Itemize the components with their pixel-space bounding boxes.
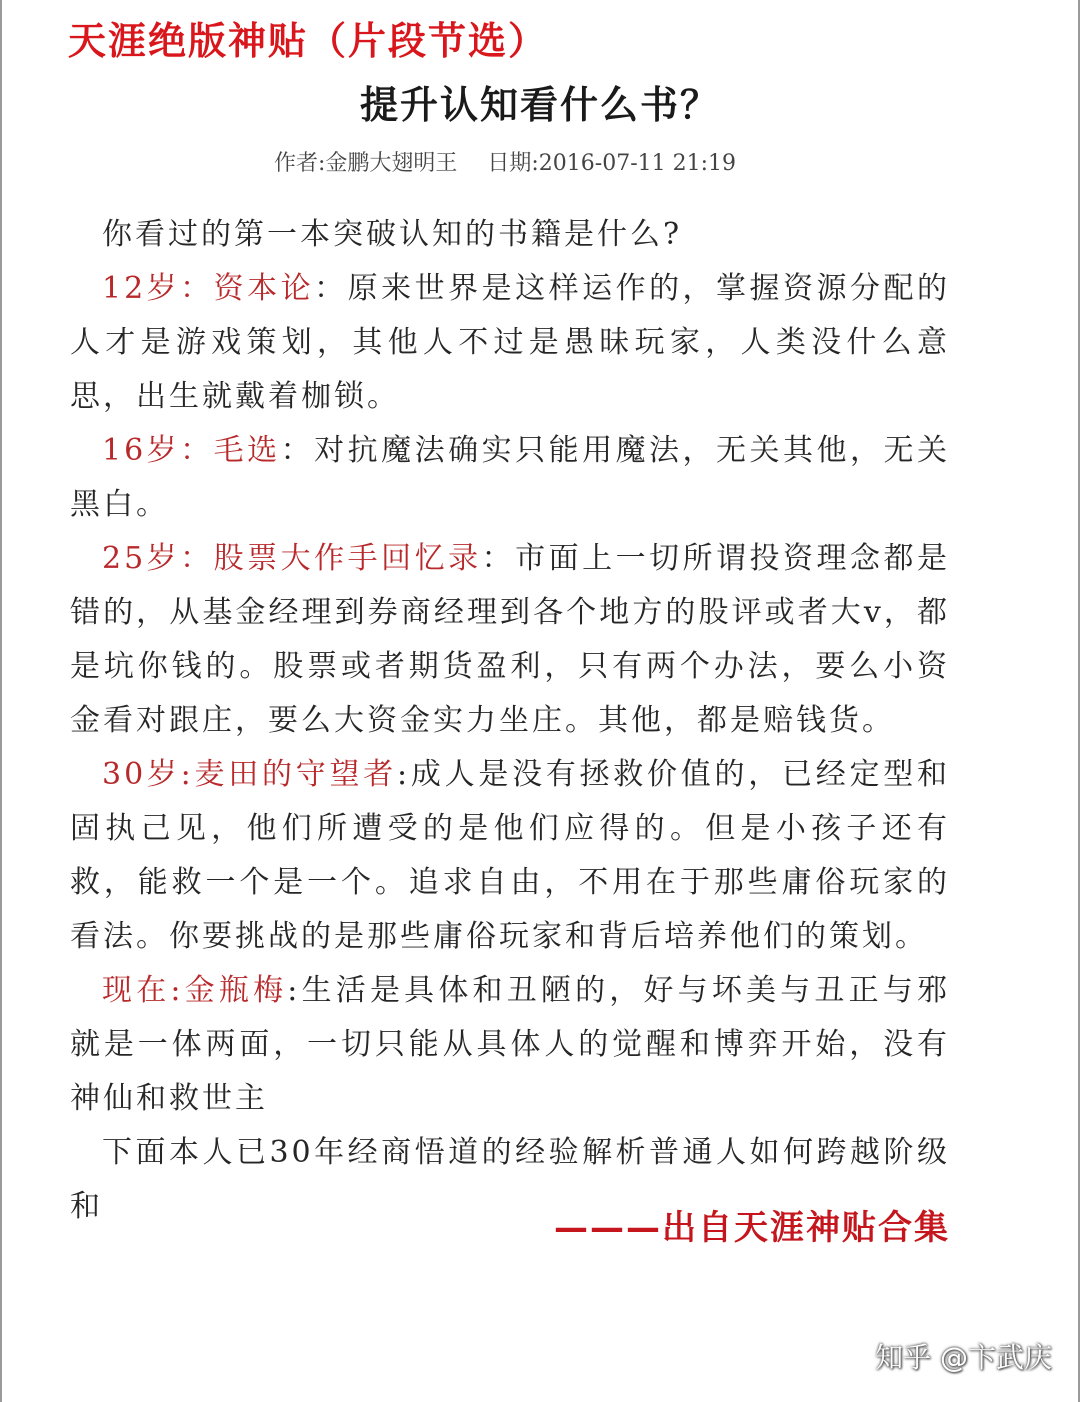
entry-text: 对抗魔法确实只能用魔法，无关其他，无关黑白。 <box>70 433 950 522</box>
entry-separator: : <box>287 973 301 1008</box>
entry-text: 原来世界是这样运作的，掌握资源分配的人才是游戏策划，其他人不过是愚昧玩家，人类没什么意思，出生就戴着枷锁。 <box>70 271 951 414</box>
zhihu-watermark: 知乎 @卞武庆 <box>875 1341 1052 1374</box>
entry-paragraph <box>70 748 950 964</box>
entry-text: 市面上一切所谓投资理念都是错的，从基金经理到券商经理到各个地方的股评或者大v，都是坑你钱的。股票或者期货盈利，只有两个办法，要么小资金看对跟庄，要么大资金实力坐庄。其他，都是赔钱货。 <box>70 541 950 738</box>
entry-label: 12岁：资本论 <box>102 271 315 306</box>
entry-text: 成人是没有拯救价值的，已经定型和固执己见，他们所遭受的是他们应得的。但是小孩子还有救，能救一个是一个。追求自由，不用在于那些庸俗玩家的看法。你要挑战的是那些庸俗玩家和背后培养他们的策划。 <box>70 757 951 954</box>
page-title: 提升认知看什么书？ <box>359 83 720 127</box>
entry-text: 生活是具体和丑陋的，好与坏美与丑正与邪就是一体两面，一切只能从具体人的觉醒和博弈开始，没有神仙和救世主 <box>70 973 951 1116</box>
entry-separator: ： <box>314 271 348 306</box>
entry-paragraph <box>70 424 950 532</box>
left-border <box>0 0 2 1402</box>
entry-label: 16岁：毛选 <box>102 433 281 468</box>
entry-separator: ： <box>280 433 315 468</box>
entry-paragraph <box>70 964 950 1126</box>
author-info: 作者:金鹏大翅明王 <box>273 151 458 176</box>
entry-paragraph <box>70 532 950 748</box>
entry-separator: : <box>396 757 411 792</box>
banner-title: 天涯绝版神贴（片段节选） <box>68 19 549 63</box>
entry-separator: ： <box>481 541 516 576</box>
entry-label: 30岁:麦田的守望者 <box>102 757 397 792</box>
post-meta <box>0 146 1010 177</box>
entry-label: 25岁：股票大作手回忆录 <box>102 541 482 576</box>
entry-label: 现在:金瓶梅 <box>102 973 288 1008</box>
closing-paragraph: 下面本人已30年经商悟道的经验解析普通人如何跨越阶级和 <box>70 1135 950 1224</box>
post-date: 日期:2016-07-11 21:19 <box>487 151 737 176</box>
article-body <box>70 208 950 1234</box>
entry-paragraph <box>70 262 950 424</box>
question-paragraph: 你看过的第一本突破认知的书籍是什么? <box>102 217 683 252</box>
source-attribution: ———出自天涯神贴合集 <box>554 1208 950 1248</box>
